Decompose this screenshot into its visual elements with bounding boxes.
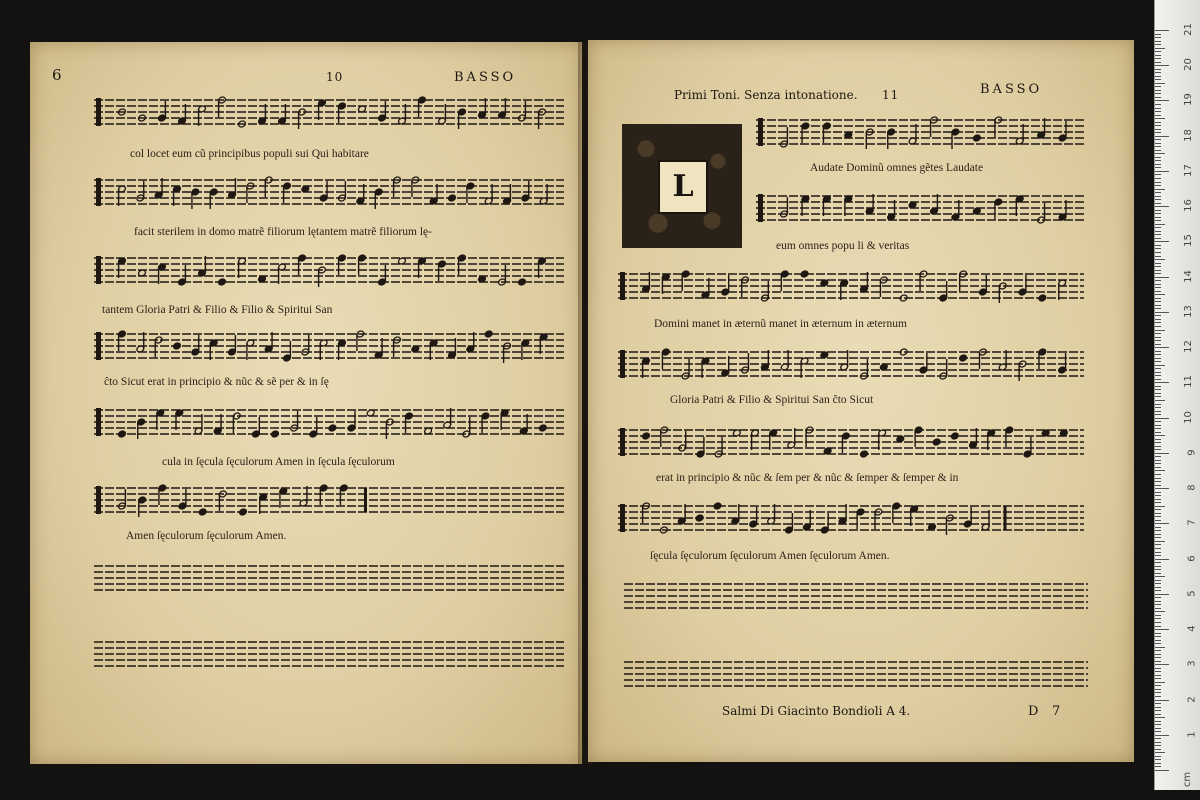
left-lyric-line-3: tantem Gloria Patri & Filio & Filio & Spiritui San <box>102 304 333 316</box>
ruler-tick <box>1155 93 1161 94</box>
ruler-tick <box>1155 354 1161 355</box>
ruler-tick <box>1155 115 1161 116</box>
ruler-tick <box>1155 527 1161 528</box>
ruler-tick <box>1155 640 1161 641</box>
right-footer-title: Salmi Di Giacinto Bondioli A 4. <box>722 704 911 718</box>
ruler-tick <box>1155 160 1161 161</box>
ruler-tick <box>1155 263 1161 264</box>
ruler-number: 13 <box>1183 305 1195 318</box>
ruler-tick <box>1155 671 1161 672</box>
ruler-tick <box>1155 643 1161 644</box>
ruler-tick <box>1155 456 1161 457</box>
ruler-tick <box>1155 241 1169 242</box>
ruler-tick <box>1155 270 1161 271</box>
ruler-tick <box>1155 164 1161 165</box>
ruler-tick <box>1155 150 1161 151</box>
ruler-tick <box>1155 248 1161 249</box>
ruler-tick <box>1155 217 1161 218</box>
ruler-tick <box>1155 749 1161 750</box>
ruler-tick <box>1155 379 1161 380</box>
ruler-tick <box>1155 404 1161 405</box>
right-staff-2 <box>756 186 1086 234</box>
right-staff-3 <box>618 264 1084 312</box>
ruler-number: 3 <box>1186 660 1198 667</box>
right-empty-staff-2 <box>624 652 1088 700</box>
ruler-tick <box>1155 566 1161 567</box>
ruler-tick <box>1155 129 1161 130</box>
ruler-tick <box>1155 337 1161 338</box>
ruler-tick <box>1155 474 1161 475</box>
ruler-tick <box>1155 351 1161 352</box>
ruler-tick <box>1155 738 1161 739</box>
ruler-number: 12 <box>1183 340 1195 354</box>
ruler-tick <box>1155 516 1161 517</box>
ruler-tick <box>1155 601 1161 602</box>
ruler-tick <box>1155 97 1161 98</box>
left-empty-staff-2 <box>94 632 564 680</box>
ruler-tick <box>1155 692 1161 693</box>
ruler-tick <box>1155 284 1161 285</box>
ruler-number: 5 <box>1186 590 1198 597</box>
right-lyric-line-5: erat in principio & nũc & ſem per & nũc & ſemper & ſemper & in <box>656 472 959 484</box>
right-staff-4 <box>618 342 1084 390</box>
ruler-tick <box>1155 470 1165 471</box>
ruler-tick <box>1155 259 1165 260</box>
ruler-tick <box>1155 485 1161 486</box>
ruler-tick <box>1155 167 1161 168</box>
ruler-tick <box>1155 153 1165 154</box>
ruler-tick <box>1155 72 1161 73</box>
right-signature-number: 7 <box>1052 704 1062 719</box>
ruler-tick <box>1155 55 1161 56</box>
left-lyric-line-4: ĉto Sicut erat in principio & nũc & sẽ per & in ſę <box>104 376 329 388</box>
ruler-tick <box>1155 537 1161 538</box>
ruler-tick <box>1155 407 1161 408</box>
ruler-tick <box>1155 69 1161 70</box>
ruler-tick <box>1155 122 1161 123</box>
ruler-tick <box>1155 301 1161 302</box>
ruler-tick <box>1155 143 1161 144</box>
ruler-number: 2 <box>1186 695 1198 703</box>
ruler-tick <box>1155 326 1161 327</box>
ruler-tick <box>1155 146 1161 147</box>
left-staff-3 <box>94 248 564 296</box>
right-lyric-line-2: eum omnes popu li & veritas <box>776 240 910 252</box>
ruler-tick <box>1155 689 1161 690</box>
ruler-number: 11 <box>1183 375 1195 389</box>
ruler-tick <box>1155 315 1161 316</box>
ruler-tick <box>1155 171 1169 172</box>
ruler-tick <box>1155 298 1161 299</box>
right-staff-1 <box>756 110 1086 158</box>
ruler-tick <box>1155 594 1169 595</box>
ruler-tick <box>1155 389 1161 390</box>
ruler-tick <box>1155 136 1169 137</box>
ruler-tick <box>1155 100 1169 101</box>
ruler-tick <box>1155 745 1161 746</box>
ruler-tick <box>1155 696 1161 697</box>
ruler-tick <box>1155 492 1161 493</box>
ruler-tick <box>1155 189 1165 190</box>
left-page-mark: 6 <box>52 66 63 84</box>
ruler-tick <box>1155 664 1169 665</box>
right-voice-label: BASSO <box>980 82 1043 97</box>
ruler-tick <box>1155 372 1161 373</box>
ruler-tick <box>1155 728 1161 729</box>
ruler-tick <box>1155 717 1165 718</box>
ruler-tick <box>1155 382 1169 383</box>
ruler-tick <box>1155 446 1161 447</box>
ruler-tick <box>1155 421 1161 422</box>
ruler-tick <box>1155 481 1161 482</box>
ruler-tick <box>1155 386 1161 387</box>
ruler-tick <box>1155 256 1161 257</box>
ruler-tick <box>1155 541 1165 542</box>
right-page-number: 11 <box>882 88 900 102</box>
ruler-tick <box>1155 312 1169 313</box>
ruler-tick <box>1155 513 1161 514</box>
ruler-tick <box>1155 411 1161 412</box>
ruler-tick <box>1155 199 1161 200</box>
ruler-tick <box>1155 555 1161 556</box>
ruler-tick <box>1155 580 1161 581</box>
ruler-tick <box>1155 178 1161 179</box>
ruler-number: 8 <box>1186 484 1198 491</box>
ruler-tick <box>1155 629 1169 630</box>
ruler-tick <box>1155 238 1161 239</box>
ruler-tick <box>1155 308 1161 309</box>
ruler-tick <box>1155 756 1161 757</box>
ruler-tick <box>1155 449 1161 450</box>
right-lyric-line-4: Gloria Patri & Filio & Spiritui San ĉto Sicut <box>670 394 874 406</box>
left-lyric-line-5: cula in ſęcula ſęculorum Amen in ſęcula ſęculorum <box>162 456 395 468</box>
left-empty-staff-1 <box>94 556 564 604</box>
ruler-tick <box>1155 463 1161 464</box>
ruler-tick <box>1155 548 1161 549</box>
ruler-tick <box>1155 770 1169 771</box>
ruler-number: 4 <box>1186 625 1198 632</box>
ruler-number: 16 <box>1183 199 1195 213</box>
ruler-tick <box>1155 277 1169 278</box>
ruler-tick <box>1155 291 1161 292</box>
ruler-tick <box>1155 231 1161 232</box>
right-signature-mark: D <box>1028 704 1040 719</box>
right-staff-6 <box>618 496 1084 544</box>
ruler-tick <box>1155 544 1161 545</box>
left-lyric-line-2: facit sterilem in domo matrẽ filiorum lętantem matrẽ filiorum lę- <box>134 226 432 238</box>
ruler-number: 9 <box>1186 449 1198 456</box>
ruler-number: 10 <box>1183 410 1195 424</box>
ruler-tick <box>1155 174 1161 175</box>
ruler-tick <box>1155 559 1169 560</box>
ruler-tick <box>1155 220 1161 221</box>
ruler-number: 20 <box>1183 58 1195 72</box>
ruler-tick <box>1155 724 1161 725</box>
ruler-tick <box>1155 597 1161 598</box>
ruler-tick <box>1155 344 1161 345</box>
ruler-tick <box>1155 37 1161 38</box>
ruler-number: 14 <box>1183 269 1195 283</box>
ruler-tick <box>1155 506 1165 507</box>
ruler-tick <box>1155 58 1161 59</box>
ruler-tick <box>1155 210 1161 211</box>
ruler-tick <box>1155 132 1161 133</box>
ruler-tick <box>1155 347 1169 348</box>
ruler-number: 7 <box>1186 519 1198 527</box>
ruler-tick <box>1155 587 1161 588</box>
ruler-number: 15 <box>1183 234 1195 248</box>
right-heading: Primi Toni. Senza intonatione. <box>674 88 858 102</box>
ruler-tick <box>1155 51 1161 52</box>
left-staff-5 <box>94 400 564 448</box>
left-staff-2 <box>94 170 564 218</box>
ruler-tick <box>1155 534 1161 535</box>
ruler-tick <box>1155 467 1161 468</box>
ruler-tick <box>1155 86 1161 87</box>
ruler-tick <box>1155 111 1161 112</box>
left-staff-1 <box>94 90 564 138</box>
ruler-tick <box>1155 488 1169 489</box>
ruler-number: 1 <box>1186 731 1198 738</box>
ruler-tick <box>1155 615 1161 616</box>
ruler-tick <box>1155 41 1161 42</box>
ruler-tick <box>1155 675 1161 676</box>
ruler-tick <box>1155 442 1161 443</box>
ruler-tick <box>1155 509 1161 510</box>
ruler-tick <box>1155 714 1161 715</box>
ruler-tick <box>1155 495 1161 496</box>
ruler-tick <box>1155 520 1161 521</box>
ruler-tick <box>1155 340 1161 341</box>
left-page-number: 10 <box>326 70 344 84</box>
ruler-tick <box>1155 636 1161 637</box>
ruler-number: 6 <box>1186 554 1198 562</box>
right-page <box>588 40 1134 762</box>
ruler-tick <box>1155 460 1161 461</box>
ruler-tick <box>1155 499 1161 500</box>
ruler-tick <box>1155 252 1161 253</box>
ruler-tick <box>1155 552 1161 553</box>
ruler-tick <box>1155 83 1165 84</box>
ruler-tick <box>1155 192 1161 193</box>
ruler-tick <box>1155 227 1161 228</box>
ruler-tick <box>1155 414 1161 415</box>
ruler-tick <box>1155 104 1161 105</box>
ruler-tick <box>1155 90 1161 91</box>
ruler-tick <box>1155 182 1161 183</box>
ruler-tick <box>1155 763 1161 764</box>
right-lyric-line-1: Audate Dominũ omnes gẽtes Laudate <box>810 162 984 174</box>
ruler-tick <box>1155 125 1161 126</box>
ruler-number: 17 <box>1183 164 1195 177</box>
ruler-tick <box>1155 661 1161 662</box>
ruler-tick <box>1155 30 1169 31</box>
ruler-tick <box>1155 700 1169 701</box>
ruler-tick <box>1155 622 1161 623</box>
ruler-tick <box>1155 375 1161 376</box>
ruler-number: 21 <box>1183 23 1195 36</box>
ruler-tick <box>1155 48 1165 49</box>
ruler-tick <box>1155 707 1161 708</box>
ruler-number: 19 <box>1183 93 1195 107</box>
ruler-tick <box>1155 453 1169 454</box>
ruler-tick <box>1155 742 1161 743</box>
ruler-tick <box>1155 400 1165 401</box>
ruler-tick <box>1155 678 1161 679</box>
ruler-number: 18 <box>1183 128 1195 142</box>
ruler-tick <box>1155 396 1161 397</box>
ruler-tick <box>1155 650 1161 651</box>
ruler-tick <box>1155 682 1165 683</box>
ruler-tick <box>1155 330 1165 331</box>
ruler-tick <box>1155 685 1161 686</box>
ruler-tick <box>1155 157 1161 158</box>
ruler-tick <box>1155 590 1161 591</box>
ruler-tick <box>1155 62 1161 63</box>
ruler-tick <box>1155 118 1165 119</box>
ruler-tick <box>1155 752 1165 753</box>
ruler-tick <box>1155 287 1161 288</box>
ruler-tick <box>1155 280 1161 281</box>
ruler-tick <box>1155 562 1161 563</box>
ruler-tick <box>1155 735 1169 736</box>
ruler-tick <box>1155 432 1161 433</box>
ruler-tick <box>1155 185 1161 186</box>
ruler-tick <box>1155 79 1161 80</box>
ruler-tick <box>1155 224 1165 225</box>
ruler-tick <box>1155 206 1169 207</box>
ruler-tick <box>1155 34 1161 35</box>
ruler-tick <box>1155 234 1161 235</box>
ruler-tick <box>1155 368 1161 369</box>
left-staff-4 <box>94 324 564 372</box>
ruler-tick <box>1155 523 1169 524</box>
ruler-tick <box>1155 428 1161 429</box>
ruler-tick <box>1155 435 1165 436</box>
ruler-tick <box>1155 418 1169 419</box>
ruler-tick <box>1155 633 1161 634</box>
ruler-tick <box>1155 766 1161 767</box>
ruler-tick <box>1155 576 1165 577</box>
left-staff-6 <box>94 478 564 526</box>
ruler-tick <box>1155 502 1161 503</box>
ruler-tick <box>1155 657 1161 658</box>
ruler-tick <box>1155 569 1161 570</box>
left-voice-label: BASSO <box>454 70 517 85</box>
ruler-tick <box>1155 618 1161 619</box>
ruler-tick <box>1155 358 1161 359</box>
ruler-tick <box>1155 530 1161 531</box>
ruler-tick <box>1155 611 1165 612</box>
ruler-tick <box>1155 759 1161 760</box>
ruler-tick <box>1155 710 1161 711</box>
ruler-tick <box>1155 245 1161 246</box>
ruler-tick <box>1155 273 1161 274</box>
ruler-tick <box>1155 668 1161 669</box>
ruler-tick <box>1155 203 1161 204</box>
ruler-unit-label: cm <box>1181 771 1193 788</box>
ruler-tick <box>1155 196 1161 197</box>
ruler-tick <box>1155 626 1161 627</box>
measurement-ruler <box>1154 0 1200 790</box>
right-staff-5 <box>618 420 1084 468</box>
ruler-tick <box>1155 608 1161 609</box>
decorated-initial-letter: L <box>658 160 708 214</box>
ruler-tick <box>1155 333 1161 334</box>
ruler-tick <box>1155 76 1161 77</box>
ruler-tick <box>1155 721 1161 722</box>
ruler-tick <box>1155 478 1161 479</box>
ruler-tick <box>1155 294 1165 295</box>
ruler-tick <box>1155 266 1161 267</box>
decorated-initial-block <box>622 124 742 248</box>
ruler-tick <box>1155 731 1161 732</box>
ruler-tick <box>1155 44 1161 45</box>
right-empty-staff-1 <box>624 574 1088 622</box>
left-lyric-line-1: col locet eum cũ principibus populi sui Qui habitare <box>130 148 369 160</box>
ruler-tick <box>1155 703 1161 704</box>
ruler-tick <box>1155 322 1161 323</box>
ruler-tick <box>1155 647 1165 648</box>
ruler-tick <box>1155 654 1161 655</box>
ruler-tick <box>1155 583 1161 584</box>
ruler-tick <box>1155 393 1161 394</box>
left-page <box>30 42 582 764</box>
ruler-tick <box>1155 365 1165 366</box>
ruler-tick <box>1155 361 1161 362</box>
ruler-tick <box>1155 65 1169 66</box>
ruler-tick <box>1155 604 1161 605</box>
ruler-tick <box>1155 439 1161 440</box>
ruler-tick <box>1155 573 1161 574</box>
ruler-tick <box>1155 305 1161 306</box>
right-lyric-line-3: Domini manet in æternũ manet in æternum in æternum <box>654 318 907 330</box>
ruler-tick <box>1155 319 1161 320</box>
left-lyric-line-6: Amen ſęculorum ſęculorum Amen. <box>126 530 287 542</box>
right-lyric-line-6: ſęcula ſęculorum ſęculorum Amen ſęculorum Amen. <box>650 550 890 562</box>
ruler-tick <box>1155 139 1161 140</box>
ruler-tick <box>1155 108 1161 109</box>
ruler-tick <box>1155 213 1161 214</box>
ruler-tick <box>1155 425 1161 426</box>
